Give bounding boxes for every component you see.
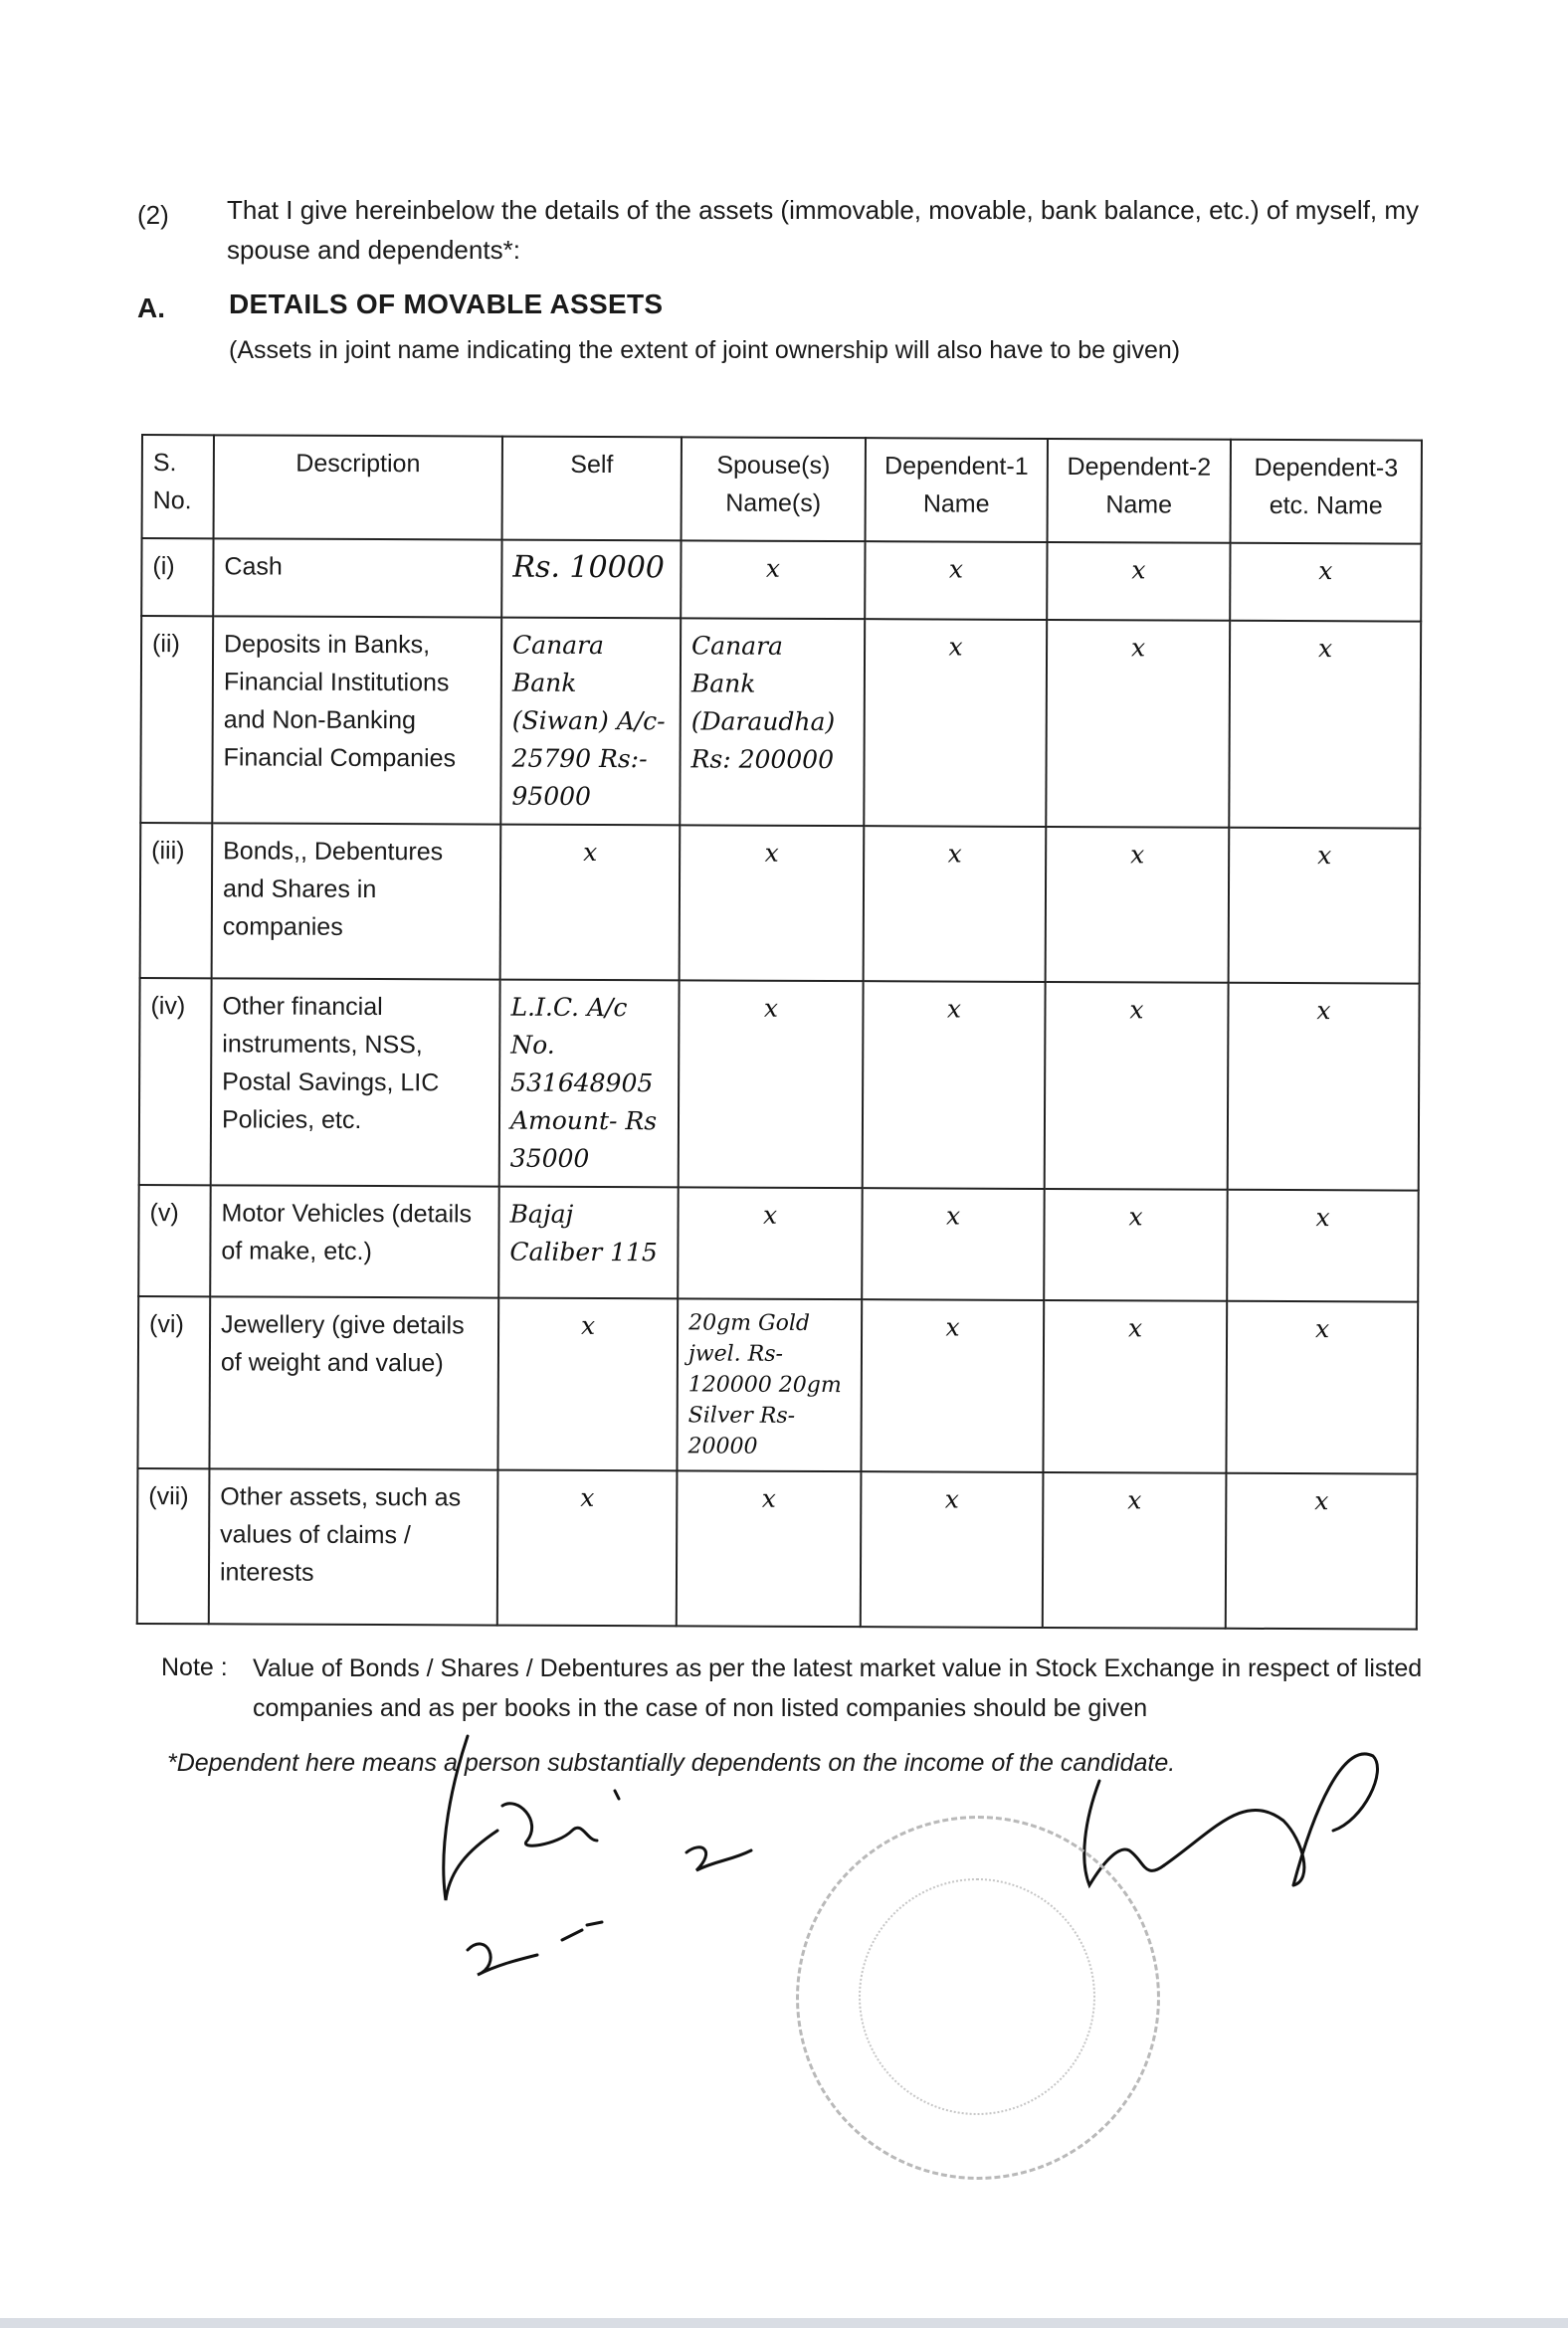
row-dependent-2: x xyxy=(1043,1472,1227,1629)
intro-paragraph: That I give hereinbelow the details of the assets (immovable, movable, bank balance, etc.) of myself, my spouse and dependents*: xyxy=(227,195,1420,265)
row-sno: (vii) xyxy=(137,1468,210,1624)
row-dependent-1: x xyxy=(864,826,1047,982)
row-spouse: x xyxy=(678,1187,862,1299)
header-dependent-3: Dependent-3 etc. Name xyxy=(1231,440,1422,544)
row-spouse: x xyxy=(679,980,864,1188)
row-spouse: x xyxy=(681,540,865,619)
row-dependent-2: x xyxy=(1046,827,1230,983)
row-self: Canara Bank (Siwan) A/c-25790 Rs:- 95000 xyxy=(500,618,681,826)
header-dependent-2: Dependent-2 Name xyxy=(1048,439,1231,543)
header-description: Description xyxy=(214,435,502,539)
header-dependent-1: Dependent-1 Name xyxy=(866,438,1048,542)
header-self: Self xyxy=(502,437,682,541)
section-letter: A. xyxy=(137,292,165,323)
row-description: Jewellery (give details of weight and value) xyxy=(209,1296,498,1469)
row-self: x xyxy=(497,1298,678,1471)
row-sno: (iv) xyxy=(139,978,212,1185)
row-description: Motor Vehicles (details of make, etc.) xyxy=(210,1185,498,1297)
official-seal-stamp xyxy=(796,1816,1160,2180)
row-dependent-2: x xyxy=(1044,1189,1227,1301)
row-self: L.I.C. A/c No. 531648905 Amount- Rs 35000 xyxy=(499,980,680,1188)
row-description: Deposits in Banks, Financial Institutions and Non-Banking Financial Companies xyxy=(212,616,501,824)
row-dependent-1: x xyxy=(861,1299,1044,1472)
handwritten-signature-right xyxy=(1084,1754,1378,1885)
row-dependent-1: x xyxy=(865,541,1047,620)
row-spouse: x xyxy=(680,825,865,981)
row-sno: (ii) xyxy=(140,616,213,823)
row-spouse: x xyxy=(677,1470,862,1627)
row-spouse: 20gm Gold jwel. Rs-120000 20gm Silver Rs- 20000 xyxy=(677,1298,862,1471)
row-dependent-2: x xyxy=(1047,542,1230,621)
row-dependent-1: x xyxy=(863,981,1046,1189)
row-self: x xyxy=(497,1470,678,1627)
row-dependent-3: x xyxy=(1228,983,1420,1191)
row-dependent-2: x xyxy=(1045,982,1229,1190)
row-description: Other assets, such as values of claims / interests xyxy=(209,1468,498,1625)
row-self: Rs. 10000 xyxy=(501,540,681,619)
row-dependent-2: x xyxy=(1043,1300,1227,1473)
row-description: Cash xyxy=(213,538,501,617)
row-dependent-3: x xyxy=(1230,543,1421,622)
row-dependent-3: x xyxy=(1227,1190,1418,1302)
scan-bottom-edge xyxy=(0,2318,1568,2328)
row-dependent-1: x xyxy=(861,1471,1044,1628)
row-dependent-1: x xyxy=(862,1188,1044,1300)
row-self: x xyxy=(500,825,681,981)
section-subtitle: (Assets in joint name indicating the extent of joint ownership will also have to be given) xyxy=(229,336,1181,364)
header-spouse: Spouse(s) Name(s) xyxy=(682,437,866,541)
row-description: Other financial instruments, NSS, Postal Savings, LIC Policies, etc. xyxy=(211,978,500,1186)
row-sno: (i) xyxy=(141,538,213,616)
row-dependent-3: x xyxy=(1229,621,1421,829)
official-seal-inner-ring xyxy=(859,1878,1095,2115)
row-sno: (iii) xyxy=(140,823,213,978)
header-sno: S. No. xyxy=(142,435,214,538)
row-dependent-1: x xyxy=(864,619,1047,827)
row-spouse: Canara Bank (Daraudha) Rs: 200000 xyxy=(680,618,865,826)
note-text: Value of Bonds / Shares / Debentures as per the latest market value in Stock Exchange in respect of listed companies and as per books in the case of non listed companies should be given xyxy=(253,1654,1423,1722)
note-label: Note : xyxy=(161,1653,228,1681)
row-description: Bonds,, Debentures and Shares in companies xyxy=(212,823,501,979)
dependent-footnote: *Dependent here means a person substantially dependents on the income of the candidate. xyxy=(167,1749,1176,1777)
handwritten-signature-left xyxy=(444,1736,751,1975)
paragraph-number: (2) xyxy=(137,200,169,230)
section-title: DETAILS OF MOVABLE ASSETS xyxy=(229,289,664,319)
row-self: Bajaj Caliber 115 xyxy=(498,1187,678,1299)
row-sno: (v) xyxy=(138,1185,210,1296)
row-dependent-3: x xyxy=(1226,1473,1418,1630)
row-dependent-3: x xyxy=(1229,828,1421,984)
row-sno: (vi) xyxy=(137,1296,210,1468)
row-dependent-2: x xyxy=(1046,620,1230,828)
row-dependent-3: x xyxy=(1226,1301,1418,1474)
